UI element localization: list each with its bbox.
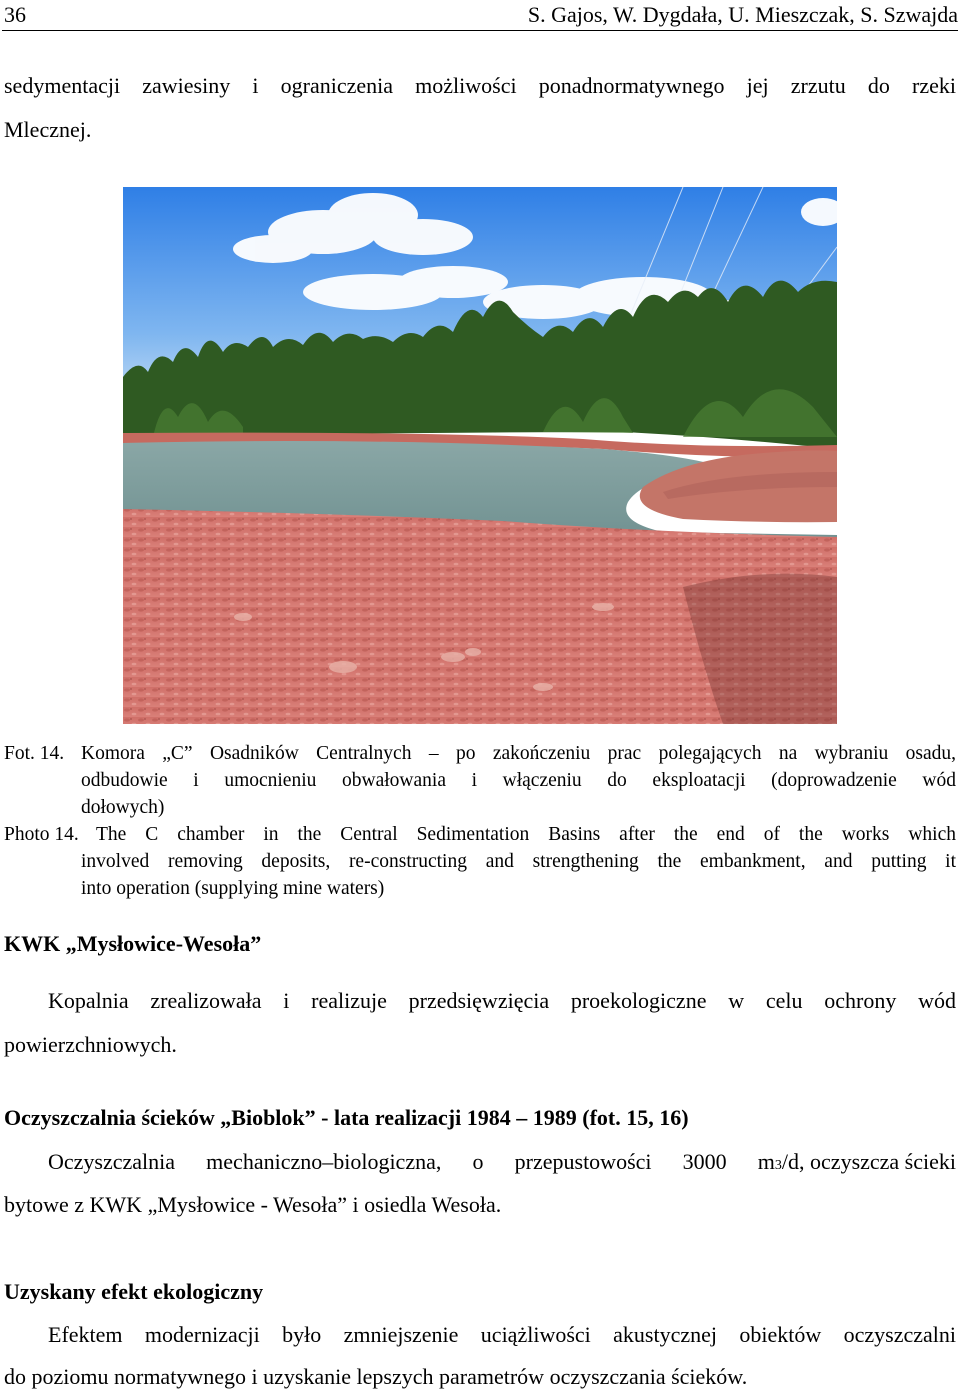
page-number: 36: [4, 2, 26, 27]
header-rule: [2, 30, 958, 31]
intro-line-1: sedymentacji zawiesiny i ograniczenia możliwości ponadnormatywnego jej zrzutu do rzeki: [4, 73, 956, 98]
section1-line-2: powierzchniowych.: [4, 1032, 177, 1057]
caption-pl-line-1: Komora „C” Osadników Centralnych – po zakończeniu prac polegających na wybraniu osadu,: [81, 743, 956, 764]
section3-line-2: do poziomu normatywnego i uzyskanie lepszych parametrów oczyszczania ścieków.: [4, 1364, 748, 1389]
section2-line-1-end: /d, oczyszcza ścieki: [781, 1149, 956, 1174]
heading-kwk-myslowice-wesola: KWK „Mysłowice-Wesoła”: [4, 931, 262, 956]
running-header-authors: S. Gajos, W. Dygdała, U. Mieszczak, S. Szwajda: [527, 2, 958, 27]
section1-line-1: Kopalnia zrealizowała i realizuje przedsięwzięcia proekologiczne w celu ochrony wód: [48, 988, 956, 1013]
photo-sedimentation-basin: [123, 187, 837, 724]
section2-line-1: Oczyszczalnia mechaniczno–biologiczna, o przepustowości 3000 m 3 /d, oczyszcza ścieki: [48, 1142, 956, 1182]
section2-line-2: bytowe z KWK „Mysłowice - Wesoła” i osiedla Wesoła.: [4, 1192, 502, 1217]
caption-en-label: Photo 14.: [4, 824, 79, 845]
caption-pl-line-2: odbudowie i umocnieniu obwałowania i włączeniu do eksploatacji (doprowadzenie wód: [81, 770, 956, 791]
caption-pl-label: Fot. 14.: [4, 743, 65, 764]
section3-line-1: Efektem modernizacji było zmniejszenie uciążliwości akustycznej obiektów oczyszczalni: [48, 1322, 956, 1347]
caption-en-line-2: involved removing deposits, re-constructing and strengthening the embankment, and putting it: [81, 851, 956, 872]
caption-en-line-1: The C chamber in the Central Sedimentation Basins after the end of the works which: [96, 824, 956, 845]
caption-en-line-3: into operation (supplying mine waters): [81, 878, 385, 899]
caption-pl-line-3: dołowych): [81, 797, 165, 818]
heading-ecological-effect: Uzyskany efekt ekologiczny: [4, 1279, 264, 1304]
heading-bioblok: Oczyszczalnia ścieków „Bioblok” - lata realizacji 1984 – 1989 (fot. 15, 16): [4, 1105, 689, 1130]
intro-line-2: Mlecznej.: [4, 117, 92, 142]
photo-illustration: [123, 187, 837, 724]
section2-line-1-text: Oczyszczalnia mechaniczno–biologiczna, o przepustowości 3000 m: [48, 1149, 775, 1174]
